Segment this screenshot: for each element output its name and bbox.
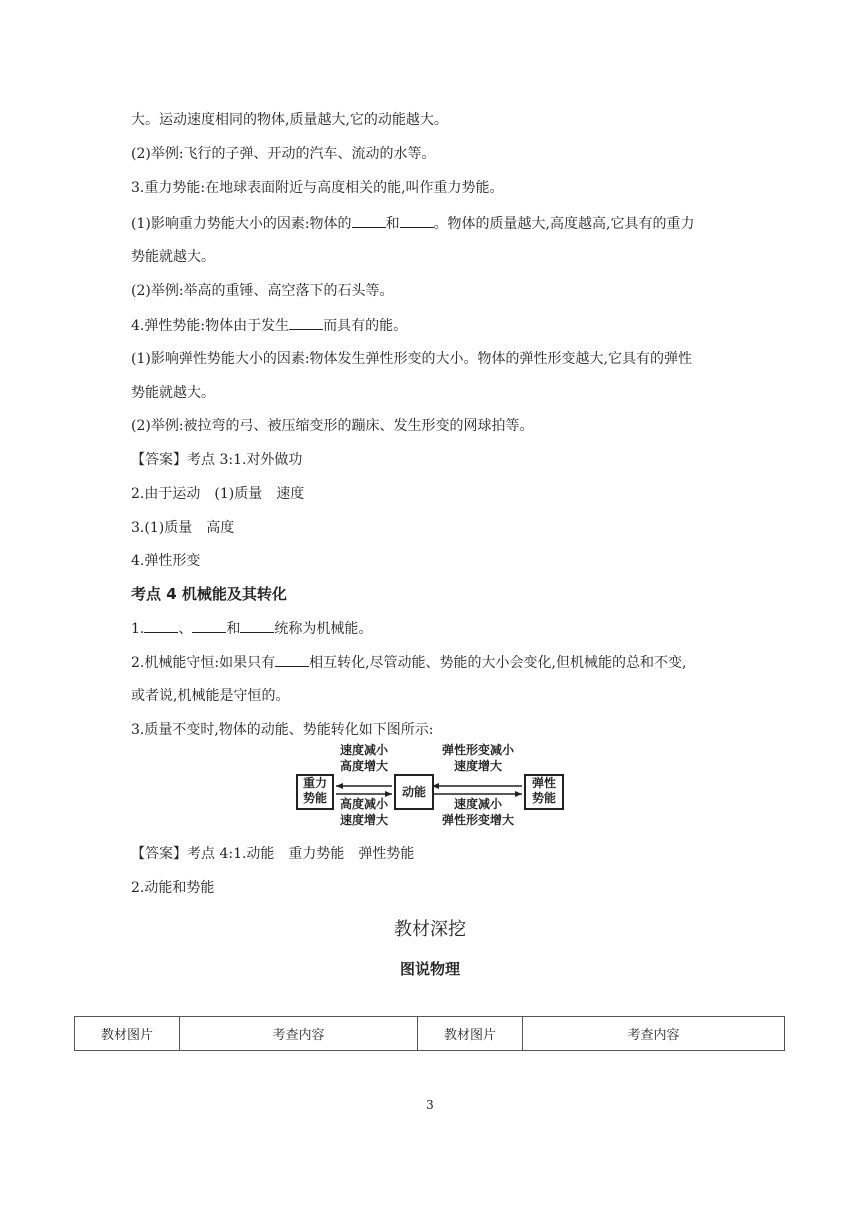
table-header-cell: 教材图片 xyxy=(75,1017,180,1051)
text-segment: 2.机械能守恒:如果只有 xyxy=(131,655,276,671)
text-line: 势能就越大。 xyxy=(131,385,215,401)
table-header-cell: 教材图片 xyxy=(418,1017,523,1051)
text-segment: 、 xyxy=(178,621,193,637)
label-line: 速度增大 xyxy=(453,759,502,773)
sub-title: 图说物理 xyxy=(399,960,460,978)
arrow-label xyxy=(432,796,524,828)
text-line-with-blanks xyxy=(131,618,372,639)
text-line: 大。运动速度相同的物体,质量越大,它的动能越大。 xyxy=(131,112,448,128)
text-segment: (1)影响重力势能大小的因素:物体的 xyxy=(131,216,352,232)
box-line: 重力 xyxy=(302,776,327,790)
table-header-cell: 考查内容 xyxy=(523,1017,785,1051)
table-header-row xyxy=(75,1017,785,1051)
text-line: (2)举例:飞行的子弹、开动的汽车、流动的水等。 xyxy=(131,146,436,162)
text-segment: 。物体的质量越大,高度越高,它具有的重力 xyxy=(433,216,695,232)
answer-line: 【答案】考点 3:1.对外做功 xyxy=(131,452,303,468)
text-line: 3.质量不变时,物体的动能、势能转化如下图所示: xyxy=(131,722,434,738)
text-segment: 统称为机械能。 xyxy=(274,621,373,637)
text-line: 势能就越大。 xyxy=(131,249,215,265)
label-line: 速度减小 xyxy=(339,743,388,757)
elastic-potential-energy-box xyxy=(524,774,564,810)
arrow-label xyxy=(334,742,394,774)
arrow-label xyxy=(334,796,394,828)
label-line: 弹性形变减小 xyxy=(441,743,514,757)
page-number: 3 xyxy=(426,1098,434,1112)
table-header-cell: 考查内容 xyxy=(180,1017,418,1051)
energy-conversion-diagram xyxy=(296,743,564,834)
answer-line: 3.(1)质量 高度 xyxy=(131,520,235,536)
textbook-figure-table xyxy=(74,1016,785,1051)
answer-line: 2.由于运动 (1)质量 速度 xyxy=(131,486,305,502)
label-line: 速度减小 xyxy=(453,797,502,811)
fill-blank[interactable] xyxy=(192,618,226,633)
box-line: 弹性 xyxy=(531,776,556,790)
kinetic-energy-box xyxy=(394,774,434,810)
label-line: 高度减小 xyxy=(339,797,388,811)
text-segment: 1. xyxy=(131,621,145,637)
text-line: 或者说,机械能是守恒的。 xyxy=(131,688,290,704)
box-line: 势能 xyxy=(302,791,327,805)
fill-blank[interactable] xyxy=(400,213,434,228)
label-line: 速度增大 xyxy=(339,813,388,827)
section-title: 教材深挖 xyxy=(394,919,466,940)
text-line-with-blanks xyxy=(131,315,407,336)
fill-blank[interactable] xyxy=(275,652,309,667)
fill-blank[interactable] xyxy=(289,315,323,330)
text-line-with-blanks xyxy=(131,213,694,234)
answer-line: 【答案】考点 4:1.动能 重力势能 弹性势能 xyxy=(131,846,415,862)
gravitational-potential-energy-box xyxy=(296,774,334,810)
arrow-label xyxy=(432,742,524,774)
text-segment: 和 xyxy=(385,216,400,232)
section-heading: 考点 4 机械能及其转化 xyxy=(131,585,287,603)
answer-line: 4.弹性形变 xyxy=(131,553,201,569)
box-line: 势能 xyxy=(531,791,556,805)
fill-blank[interactable] xyxy=(144,618,178,633)
label-line: 弹性形变增大 xyxy=(441,813,514,827)
text-segment: 而具有的能。 xyxy=(323,318,408,334)
text-line: (1)影响弹性势能大小的因素:物体发生弹性形变的大小。物体的弹性形变越大,它具有的弹性 xyxy=(131,351,692,367)
text-line: (2)举例:举高的重锤、高空落下的石头等。 xyxy=(131,283,394,299)
text-line-with-blanks xyxy=(131,652,686,673)
answer-line: 2.动能和势能 xyxy=(131,880,215,896)
fill-blank[interactable] xyxy=(240,618,274,633)
text-segment: 4.弹性势能:物体由于发生 xyxy=(131,318,290,334)
text-segment: 相互转化,尽管动能、势能的大小会变化,但机械能的总和不变, xyxy=(309,655,687,671)
box-line: 动能 xyxy=(401,785,426,799)
fill-blank[interactable] xyxy=(352,213,386,228)
text-line: 3.重力势能:在地球表面附近与高度相关的能,叫作重力势能。 xyxy=(131,180,504,196)
label-line: 高度增大 xyxy=(339,759,388,773)
text-segment: 和 xyxy=(226,621,241,637)
text-line: (2)举例:被拉弯的弓、被压缩变形的蹦床、发生形变的网球拍等。 xyxy=(131,418,534,434)
